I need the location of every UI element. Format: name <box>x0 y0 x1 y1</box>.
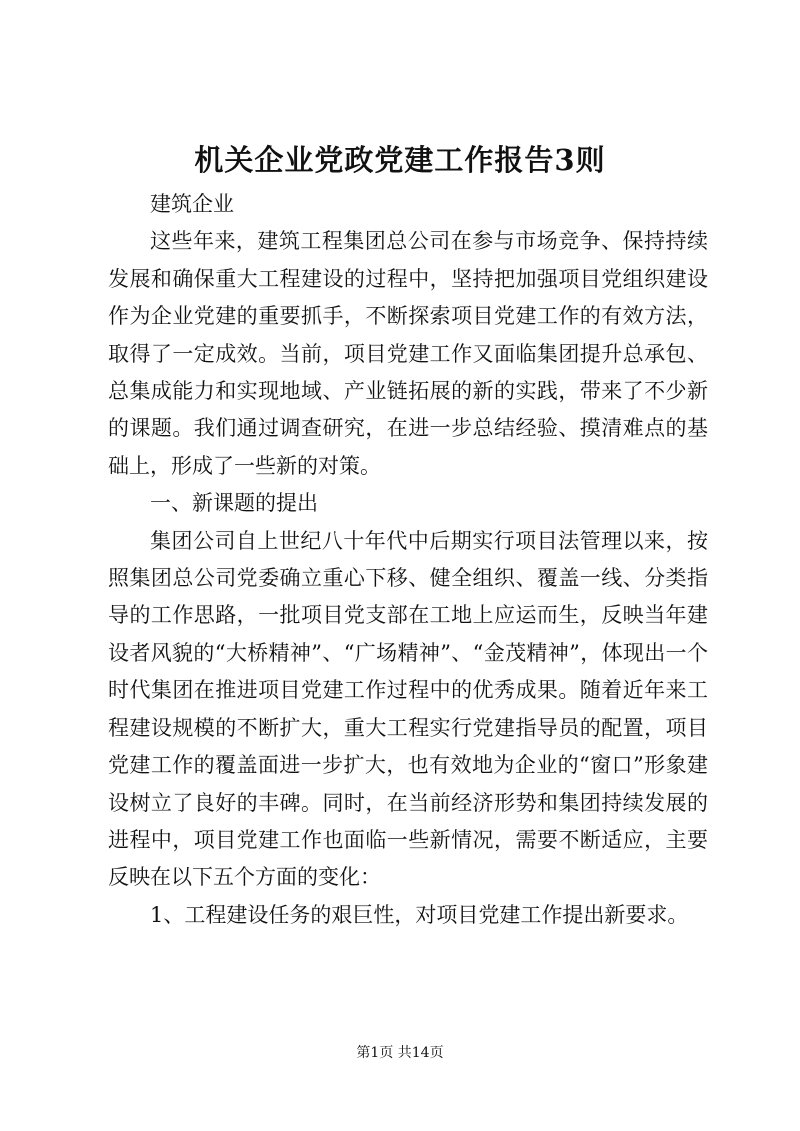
point-one-paragraph: 1、工程建设任务的艰巨性，对项目党建工作提出新要求。 <box>150 902 689 927</box>
page-footer: 第1页 共14页 <box>356 1045 444 1061</box>
section-heading-new-topics: 一、新课题的提出 <box>150 491 318 516</box>
document-title: 机关企业党政党建工作报告3则 <box>194 143 606 177</box>
document-body <box>108 186 708 934</box>
section-heading-construction: 建筑企业 <box>150 192 234 216</box>
history-paragraph: 集团公司自上世纪八十年代中后期实行项目法管理以来，按照集团总公司党委确立重心下移、健全组织、覆盖一线、分类指导的工作思路，一批项目党支部在工地上应运而生，反映当年建设者风貌的“大桥精神”、“广场精神”、“金茂精神”，体现出一个时代集团在推进项目党建工作过程中的优秀成果。随着近年来工程建设规模的不断扩大，重大工程实行党建指导员的配置，项目党建工作的覆盖面进一步扩大，也有效地为企业的“窗口”形象建设树立了良好的丰碑。同时，在当前经济形势和集团持续发展的进程中，项目党建工作也面临一些新情况，需要不断适应，主要反映在以下五个方面的变化： <box>108 528 708 890</box>
intro-paragraph: 这些年来，建筑工程集团总公司在参与市场竞争、保持持续发展和确保重大工程建设的过程中，坚持把加强项目党组织建设作为企业党建的重要抓手，不断探索项目党建工作的有效方法，取得了一定成效。当前，项目党建工作又面临集团提升总承包、总集成能力和实现地域、产业链拓展的新的实践，带来了不少新的课题。我们通过调查研究，在进一步总结经验、摸清难点的基础上，形成了一些新的对策。 <box>108 229 708 478</box>
